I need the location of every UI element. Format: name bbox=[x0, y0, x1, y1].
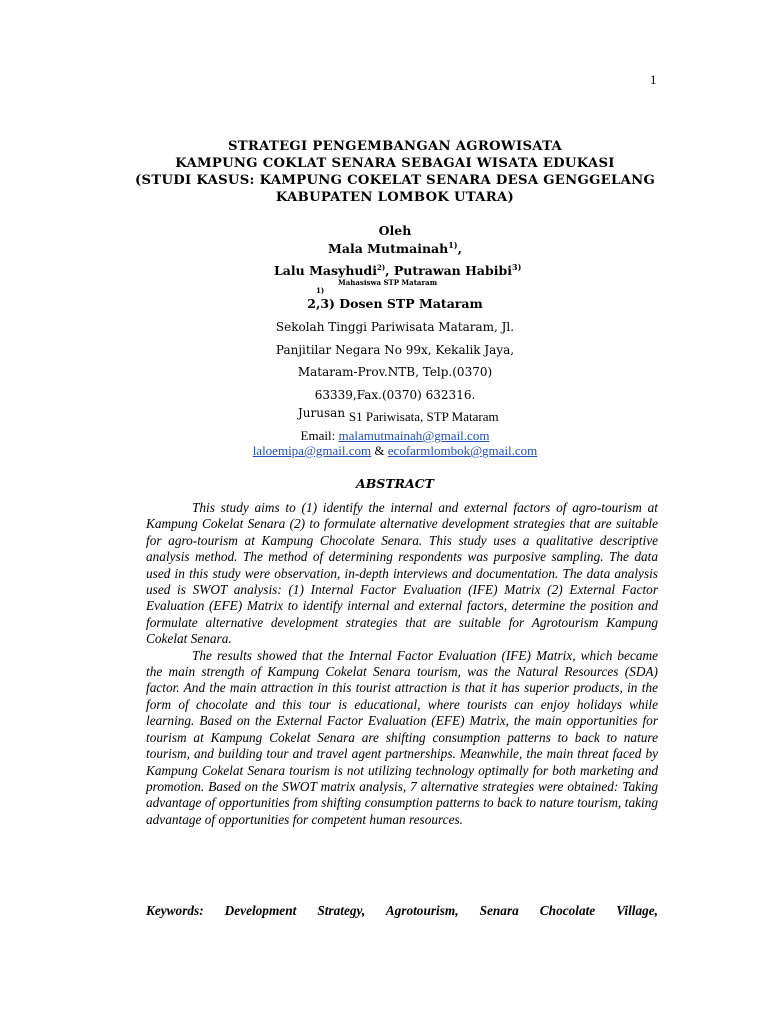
title-line-3: (STUDI KASUS: KAMPUNG COKELAT SENARA DESA GENGGELANG bbox=[134, 173, 656, 188]
author-line-2 bbox=[274, 262, 521, 278]
author-3-name: , Putrawan Habibi bbox=[385, 263, 513, 279]
title-line-4: KABUPATEN LOMBOK UTARA) bbox=[275, 190, 515, 205]
address-line-1: Sekolah Tinggi Pariwisata Mataram, Jl. bbox=[275, 320, 515, 334]
page-number: 1 bbox=[650, 72, 657, 87]
keywords-line: Keywords: Development Strategy, Agrotourism, Senara Chocolate Village, bbox=[146, 903, 658, 918]
address-line-4: 63339,Fax.(0370) 632316. bbox=[314, 387, 476, 402]
student-affiliation-text: Mahasiswa STP Mataram bbox=[338, 278, 438, 287]
email-link-1[interactable]: malamutmainah@gmail.com bbox=[338, 428, 490, 443]
author-1-mark: 1) bbox=[448, 240, 458, 250]
by-label: Oleh bbox=[378, 223, 412, 238]
address-line-3: Mataram-Prov.NTB, Telp.(0370) bbox=[297, 365, 493, 379]
student-affiliation bbox=[338, 278, 437, 287]
title-line-2: KAMPUNG COKLAT SENARA SEBAGAI WISATA EDUKASI bbox=[175, 156, 615, 171]
author-2-mark: 2) bbox=[376, 263, 386, 272]
email-link-3[interactable]: ecofarmlombok@gmail.com bbox=[387, 443, 538, 458]
department-prefix: Jurusan bbox=[298, 406, 346, 420]
email-line-1 bbox=[130, 428, 660, 444]
author-1-suffix: , bbox=[457, 241, 462, 257]
address-block bbox=[130, 316, 660, 406]
email-line-2 bbox=[130, 443, 660, 459]
author-2-name: Lalu Masyhudi bbox=[274, 263, 377, 279]
email-label: Email: bbox=[300, 428, 336, 443]
address-line-2: Panjitilar Negara No 99x, Kekalik Jaya, bbox=[275, 342, 515, 357]
title-line-1: STRATEGI PENGEMBANGAN AGROWISATA bbox=[227, 139, 563, 154]
abstract-heading: ABSTRACT bbox=[356, 476, 434, 491]
paper-title bbox=[130, 138, 660, 206]
student-affiliation-mark: 1) bbox=[316, 286, 325, 295]
department-name: S1 Pariwisata, STP Mataram bbox=[348, 409, 499, 424]
author-1-name: Mala Mutmainah bbox=[328, 241, 449, 257]
abstract-paragraph-2: The results showed that the Internal Factor Evaluation (IFE) Matrix, which became the main strength of Kampung Cokelat Senara tourism, was the Natural Resources (SDA) factor. And the main attraction in this tourist attraction is that it has superior products, in the form of chocolate and this tour is educational, where tourists can enjoy holidays while learning. Based on the External Factor Evaluation (EFE) Matrix, the main opportunities for tourism at Kampung Cokelat Senara are shifting consumption patterns to back to nature tourism, and building tour and travel agent partnerships. Meanwhile, the main threat faced by Kampung Cokelat Senara tourism is not utilizing technology optimally for both marketing and promotion. Based on the SWOT matrix analysis, 7 alternative strategies were obtained: Taking advantage of opportunities from shifting consumption patterns to back to nature tourism, taking advantage of opportunities for competent human resources. bbox=[146, 647, 658, 827]
author-line-1 bbox=[130, 240, 660, 256]
lecturer-affiliation: 2,3) Dosen STP Mataram bbox=[307, 296, 483, 311]
email-link-2[interactable]: laloemipa@gmail.com bbox=[252, 443, 372, 458]
email-separator: & bbox=[374, 443, 385, 458]
abstract-body bbox=[146, 500, 658, 828]
author-3-mark: 3) bbox=[512, 262, 522, 272]
department-line bbox=[298, 405, 499, 424]
abstract-paragraph-1: This study aims to (1) identify the internal and external factors of agro-tourism at Kampung Cokelat Senara (2) to formulate alternative development strategies that are suitable for agro-tourism at Kampung Chocolate Senara. This study uses a qualitative descriptive analysis method. The method of determining respondents was purposive sampling. The data used in this study were observation, in-depth interviews and documentation. The data analysis used is SWOT analysis: (1) Internal Factor Evaluation (IFE) Matrix (2) External Factor Evaluation (EFE) Matrix to identify internal and external factors, determine the position and formulate alternative development strategies that are suitable for Agrotourism Kampung Cokelat Senara. bbox=[146, 500, 658, 647]
